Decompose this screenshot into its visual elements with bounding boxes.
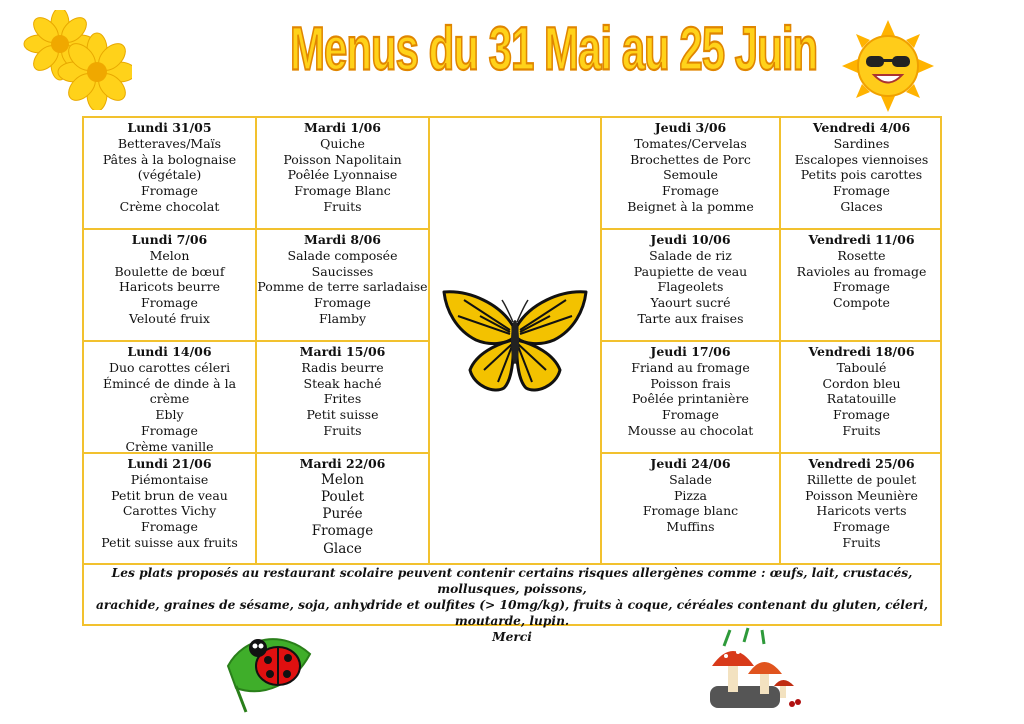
menu-item: Salade composée	[287, 247, 398, 263]
menu-cell-jeudi-10-06	[602, 230, 779, 340]
menu-item: Fromage	[141, 183, 198, 199]
menu-item: Pomme de terre sarladaise	[257, 279, 428, 295]
menu-item: Melon	[149, 247, 190, 263]
menu-item: Paupiette de veau	[633, 263, 748, 279]
menu-item: Ravioles au fromage	[796, 263, 927, 279]
menu-item: Flamby	[318, 310, 367, 326]
menu-item: Salade de riz	[649, 247, 732, 263]
ladybug-icon	[224, 626, 316, 716]
menu-item: Fromage	[833, 183, 890, 199]
day-heading: Jeudi 3/06	[654, 120, 727, 135]
menu-item: Semoule	[663, 167, 718, 183]
menu-item: Taboulé	[836, 359, 887, 375]
menu-cell-vendredi-25-06	[781, 454, 942, 563]
menu-item: Tarte aux fraises	[637, 310, 744, 326]
menu-item: Fromage	[662, 183, 719, 199]
day-heading: Jeudi 24/06	[650, 456, 731, 471]
menu-item: Radis beurre	[301, 359, 384, 375]
menu-item: Poisson Napolitain	[283, 151, 402, 167]
menu-item: Crème chocolat	[119, 198, 220, 214]
menu-item: Fruits	[842, 422, 881, 438]
day-heading: Vendredi 11/06	[808, 232, 915, 247]
menu-item: Émincé de dinde à la crème	[102, 375, 237, 407]
menu-item: Fruits	[842, 534, 881, 550]
menu-item: Petit brun de veau	[111, 487, 228, 503]
menu-item: Poêlée printanière	[632, 391, 749, 407]
thanks-text: Merci	[492, 630, 532, 644]
day-heading: Mardi 15/06	[299, 344, 386, 359]
menu-cell-lundi-31-05	[84, 118, 255, 228]
menu-item: Boulette de bœuf	[114, 263, 225, 279]
menu-item: Saucisses	[311, 263, 374, 279]
menu-item: (végétale)	[137, 167, 202, 183]
day-heading: Mardi 22/06	[299, 456, 386, 471]
day-heading: Lundi 31/05	[127, 120, 212, 135]
menu-cell-vendredi-11-06	[781, 230, 942, 340]
smiling-sun-icon	[842, 20, 934, 112]
menu-item: Compote	[833, 295, 890, 311]
menu-item: Carottes Vichy	[122, 503, 217, 519]
menu-item: Crème vanille	[125, 438, 214, 454]
menu-item: Fromage	[141, 295, 198, 311]
menu-item: Mousse au chocolat	[627, 422, 754, 438]
menu-cell-jeudi-24-06	[602, 454, 779, 563]
menu-item: Ratatouille	[826, 391, 897, 407]
menu-item: Melon	[321, 471, 364, 488]
day-heading: Vendredi 18/06	[808, 344, 915, 359]
menu-item: Friand au fromage	[631, 359, 750, 375]
day-heading: Lundi 14/06	[127, 344, 212, 359]
menu-item: Cordon bleu	[822, 375, 901, 391]
allergens-note	[90, 565, 934, 645]
allergens-line: Les plats proposés au restaurant scolaire peuvent contenir certains risques allergènes comme : œufs, lait, crustacés, mollusques, poissons,	[111, 566, 913, 596]
menu-item: Petit suisse	[306, 407, 379, 423]
menu-item: Fromage	[141, 519, 198, 535]
menu-item: Pizza	[673, 487, 708, 503]
menu-item: Flageolets	[657, 279, 724, 295]
menu-cell-lundi-14-06	[84, 342, 255, 452]
menu-item: Duo carottes céleri	[108, 359, 231, 375]
menu-item: Muffins	[666, 519, 715, 535]
menu-item: Fromage	[833, 279, 890, 295]
menu-item: Fromage	[833, 407, 890, 423]
menu-item: Velouté fruix	[129, 310, 210, 326]
menu-item: Purée	[322, 506, 363, 523]
menu-item: Haricots verts	[816, 503, 907, 519]
menu-item: Fromage	[314, 295, 371, 311]
menu-item: Rillette de poulet	[806, 471, 917, 487]
menu-item: Brochettes de Porc	[630, 151, 751, 167]
menu-item: Poisson Meunière	[805, 487, 918, 503]
day-heading: Vendredi 25/06	[808, 456, 915, 471]
menu-item: Steak haché	[303, 375, 382, 391]
menu-item: Poulet	[320, 489, 365, 505]
menu-cell-mardi-1-06	[257, 118, 428, 228]
menu-item: Poisson frais	[650, 375, 731, 391]
menu-cell-jeudi-3-06	[602, 118, 779, 228]
menu-item: Frites	[323, 391, 362, 407]
menu-item: Fromage	[141, 422, 198, 438]
menu-item: Glace	[323, 540, 362, 557]
day-heading: Jeudi 10/06	[650, 232, 731, 247]
menu-cell-mardi-22-06	[257, 454, 428, 563]
menu-item: Yaourt sucré	[650, 295, 731, 311]
menu-item: Pâtes à la bolognaise	[102, 151, 237, 167]
menu-item: Piémontaise	[130, 471, 209, 487]
menu-item: Ebly	[155, 407, 184, 423]
menu-item: Fromage	[311, 523, 374, 540]
menu-item: Glaces	[840, 198, 883, 214]
menu-cell-jeudi-17-06	[602, 342, 779, 452]
menu-item: Haricots beurre	[118, 279, 221, 295]
day-heading: Mardi 1/06	[303, 120, 382, 135]
menu-item: Betteraves/Maïs	[117, 135, 222, 151]
menu-item: Sardines	[833, 135, 890, 151]
menu-item: Fromage blanc	[642, 503, 739, 519]
menu-cell-mardi-15-06	[257, 342, 428, 452]
menu-item: Rosette	[837, 247, 886, 263]
day-heading: Lundi 21/06	[127, 456, 212, 471]
day-heading: Lundi 7/06	[131, 232, 208, 247]
menu-item: Fruits	[323, 198, 362, 214]
menu-item: Salade	[669, 471, 712, 487]
allergens-line: arachide, graines de sésame, soja, anhydride et oulfites (> 10mg/kg), fruits à coque, céréales contenant du gluten, céleri, moutarde, lupin.	[96, 598, 928, 628]
menu-cell-lundi-7-06	[84, 230, 255, 340]
day-heading: Vendredi 4/06	[812, 120, 911, 135]
menu-cell-mardi-8-06	[257, 230, 428, 340]
mushrooms-icon	[704, 626, 804, 716]
menu-item: Beignet à la pomme	[627, 198, 754, 214]
day-heading: Jeudi 17/06	[650, 344, 731, 359]
menu-item: Poêlée Lyonnaise	[287, 167, 398, 183]
menu-item: Fromage Blanc	[294, 183, 391, 199]
butterfly-icon	[440, 286, 590, 398]
day-heading: Mardi 8/06	[303, 232, 382, 247]
menu-item: Petits pois carottes	[800, 167, 923, 183]
menu-item: Escalopes viennoises	[794, 151, 929, 167]
page-title: Menus du 31 Mai au 25 Juin	[290, 14, 818, 83]
menu-item: Petit suisse aux fruits	[101, 534, 238, 550]
menu-cell-vendredi-4-06	[781, 118, 942, 228]
menu-cell-vendredi-18-06	[781, 342, 942, 452]
menu-cell-lundi-21-06	[84, 454, 255, 563]
menu-item: Fruits	[323, 422, 362, 438]
menu-item: Fromage	[662, 407, 719, 423]
menu-item: Tomates/Cervelas	[634, 135, 747, 151]
menu-item: Quiche	[320, 135, 365, 151]
menu-item: Fromage	[833, 519, 890, 535]
yellow-flowers-icon	[22, 10, 132, 110]
